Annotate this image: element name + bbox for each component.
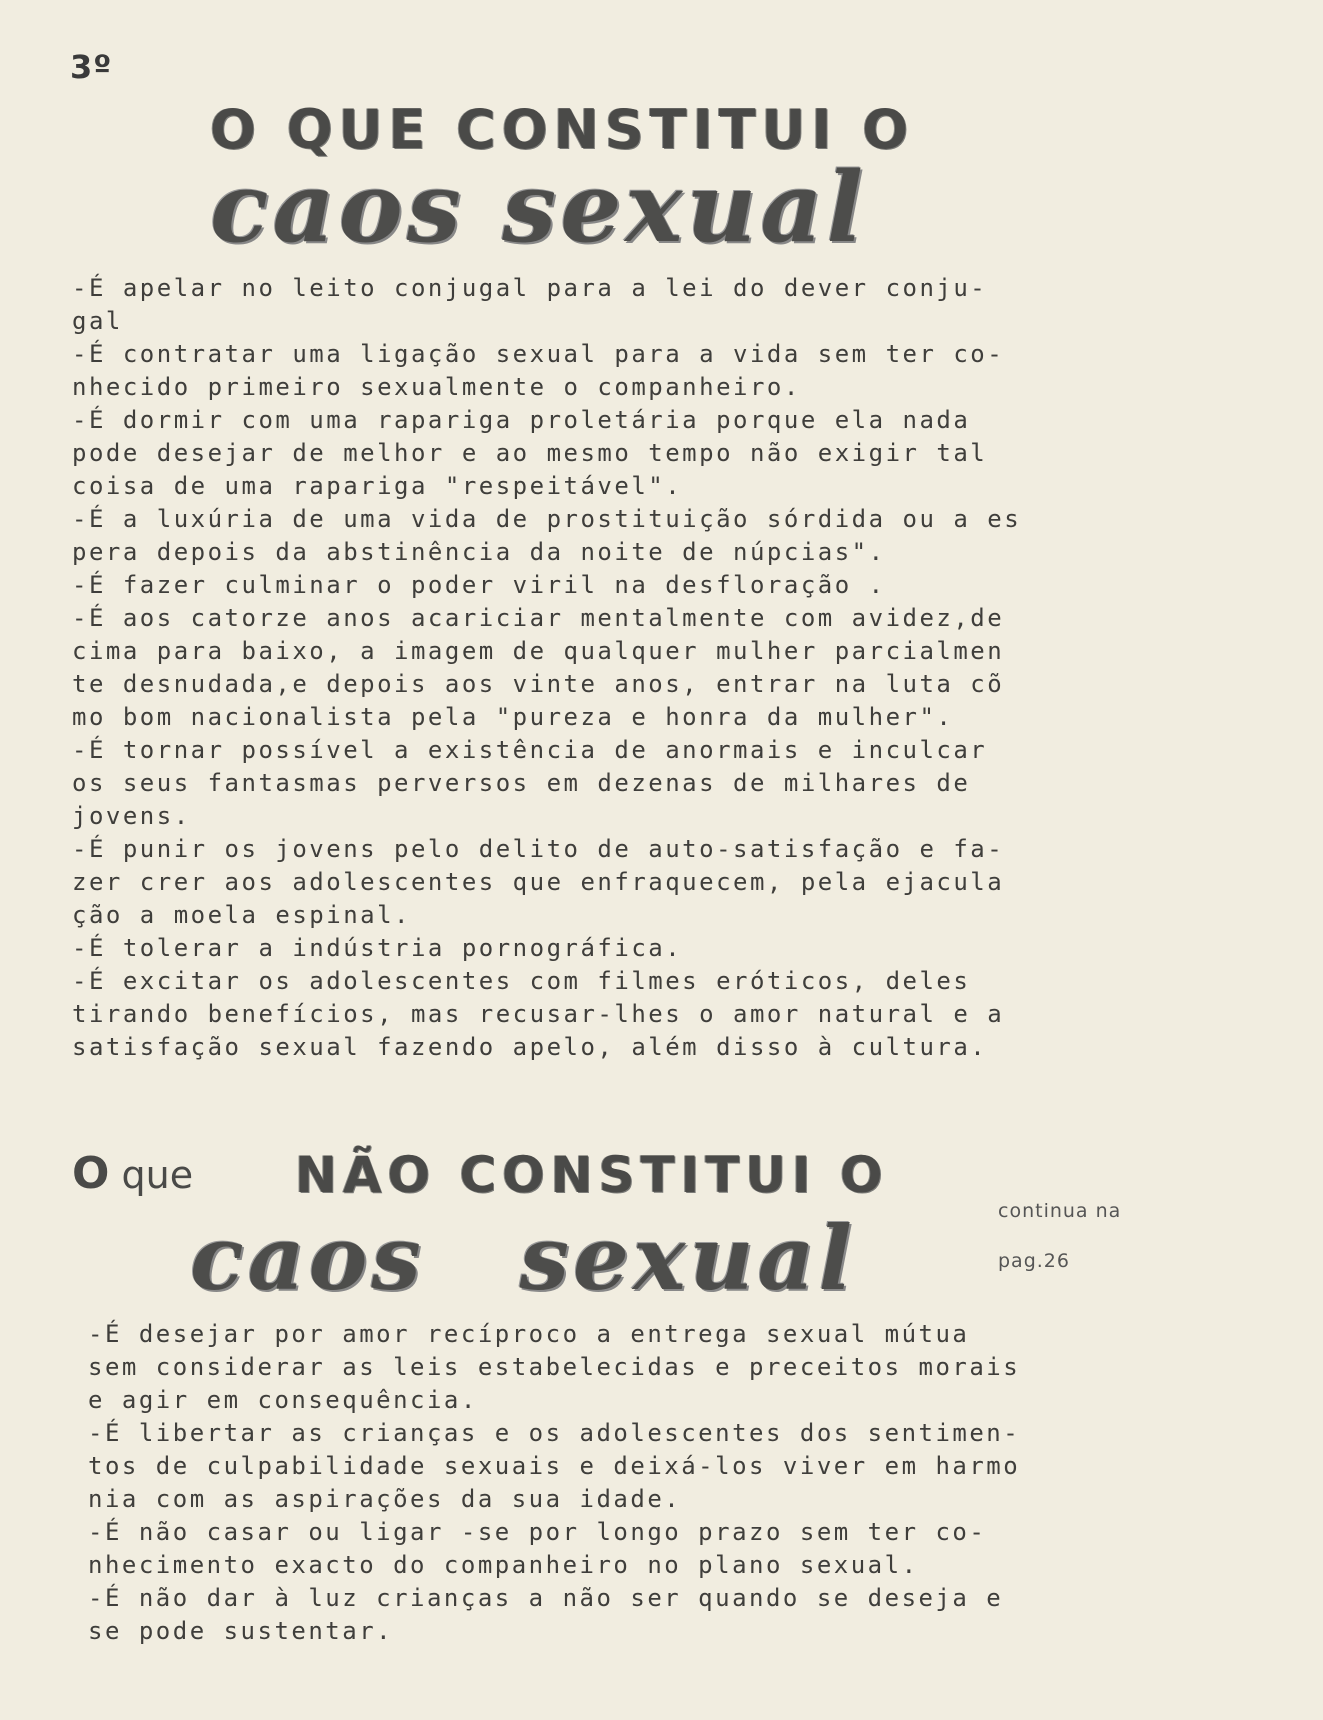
- continuation-note-page: pag.26: [998, 1250, 1070, 1272]
- heading-word-sexual: sexual: [519, 1206, 856, 1310]
- section2-heading-top: NÃO CONSTITUI O: [295, 1146, 889, 1204]
- heading-que: que: [121, 1153, 194, 1197]
- text-line: -É não dar à luz crianças a não ser quando se deseja e: [88, 1584, 1004, 1612]
- text-line: e agir em consequência.: [88, 1386, 478, 1414]
- section2-heading-bottom: [190, 1206, 856, 1310]
- text-line: nia com as aspirações da sua idade.: [88, 1485, 682, 1513]
- text-line: -É dormir com uma rapariga proletária porque ela nada: [72, 406, 971, 434]
- section1-text: [72, 272, 1212, 1064]
- text-line: -É excitar os adolescentes com filmes eróticos, deles: [72, 967, 971, 995]
- text-line: nhecimento exacto do companheiro no plano sexual.: [88, 1551, 919, 1579]
- text-line: -É tornar possível a existência de anormais e inculcar: [72, 736, 988, 764]
- text-line: -É contratar uma ligação sexual para a vida sem ter co-: [72, 340, 1005, 368]
- text-line: coisa de uma rapariga "respeitável".: [72, 472, 683, 500]
- text-line: pode desejar de melhor e ao mesmo tempo não exigir tal: [72, 439, 988, 467]
- text-line: gal: [72, 307, 123, 335]
- text-line: os seus fantasmas perversos em dezenas de milhares de: [72, 769, 971, 797]
- text-line: -É não casar ou ligar -se por longo prazo sem ter co-: [88, 1518, 987, 1546]
- continuation-note: [998, 1186, 1121, 1286]
- text-line: -É desejar por amor recíproco a entrega sexual mútua: [88, 1320, 970, 1348]
- section2-heading-prefix: [72, 1148, 193, 1199]
- heading-o: O: [72, 1148, 110, 1199]
- section1-heading-bottom: caos sexual: [210, 151, 867, 264]
- text-line: satisfação sexual fazendo apelo, além disso à cultura.: [72, 1033, 988, 1061]
- text-line: -É a luxúria de uma vida de prostituição sórdida ou a es: [72, 505, 1022, 533]
- continuation-note-line: continua na: [998, 1200, 1122, 1222]
- text-line: -É libertar as crianças e os adolescentes dos sentimen-: [88, 1419, 1021, 1447]
- text-line: pera depois da abstinência da noite de núpcias".: [72, 538, 886, 566]
- text-line: te desnudada,e depois aos vinte anos, entrar na luta cõ: [72, 670, 1005, 698]
- section2-text: [88, 1318, 1228, 1648]
- text-line: mo bom nacionalista pela "pureza e honra da mulher".: [72, 703, 954, 731]
- text-line: se pode sustentar.: [88, 1617, 394, 1645]
- text-line: ção a moela espinal.: [72, 901, 411, 929]
- text-line: sem considerar as leis estabelecidas e preceitos morais: [88, 1353, 1021, 1381]
- text-line: -É tolerar a indústria pornográfica.: [72, 934, 683, 962]
- text-line: tirando benefícios, mas recusar-lhes o amor natural e a: [72, 1000, 1005, 1028]
- text-line: nhecido primeiro sexualmente o companheiro.: [72, 373, 801, 401]
- section1-heading-top: O QUE CONSTITUI O: [210, 98, 915, 161]
- text-line: -É fazer culminar o poder viril na desfloração .: [72, 571, 886, 599]
- text-line: cima para baixo, a imagem de qualquer mulher parcialmen: [72, 637, 1005, 665]
- text-line: tos de culpabilidade sexuais e deixá-los viver em harmo: [88, 1452, 1021, 1480]
- text-line: -É punir os jovens pelo delito de auto-satisfação e fa-: [72, 835, 1005, 863]
- page-number: 3º: [70, 48, 113, 86]
- text-line: zer crer aos adolescentes que enfraquecem, pela ejacula: [72, 868, 1005, 896]
- heading-word-caos: caos: [190, 1206, 425, 1310]
- text-line: -É apelar no leito conjugal para a lei do dever conju-: [72, 274, 988, 302]
- text-line: -É aos catorze anos acariciar mentalmente com avidez,de: [72, 604, 1005, 632]
- text-line: jovens.: [72, 802, 191, 830]
